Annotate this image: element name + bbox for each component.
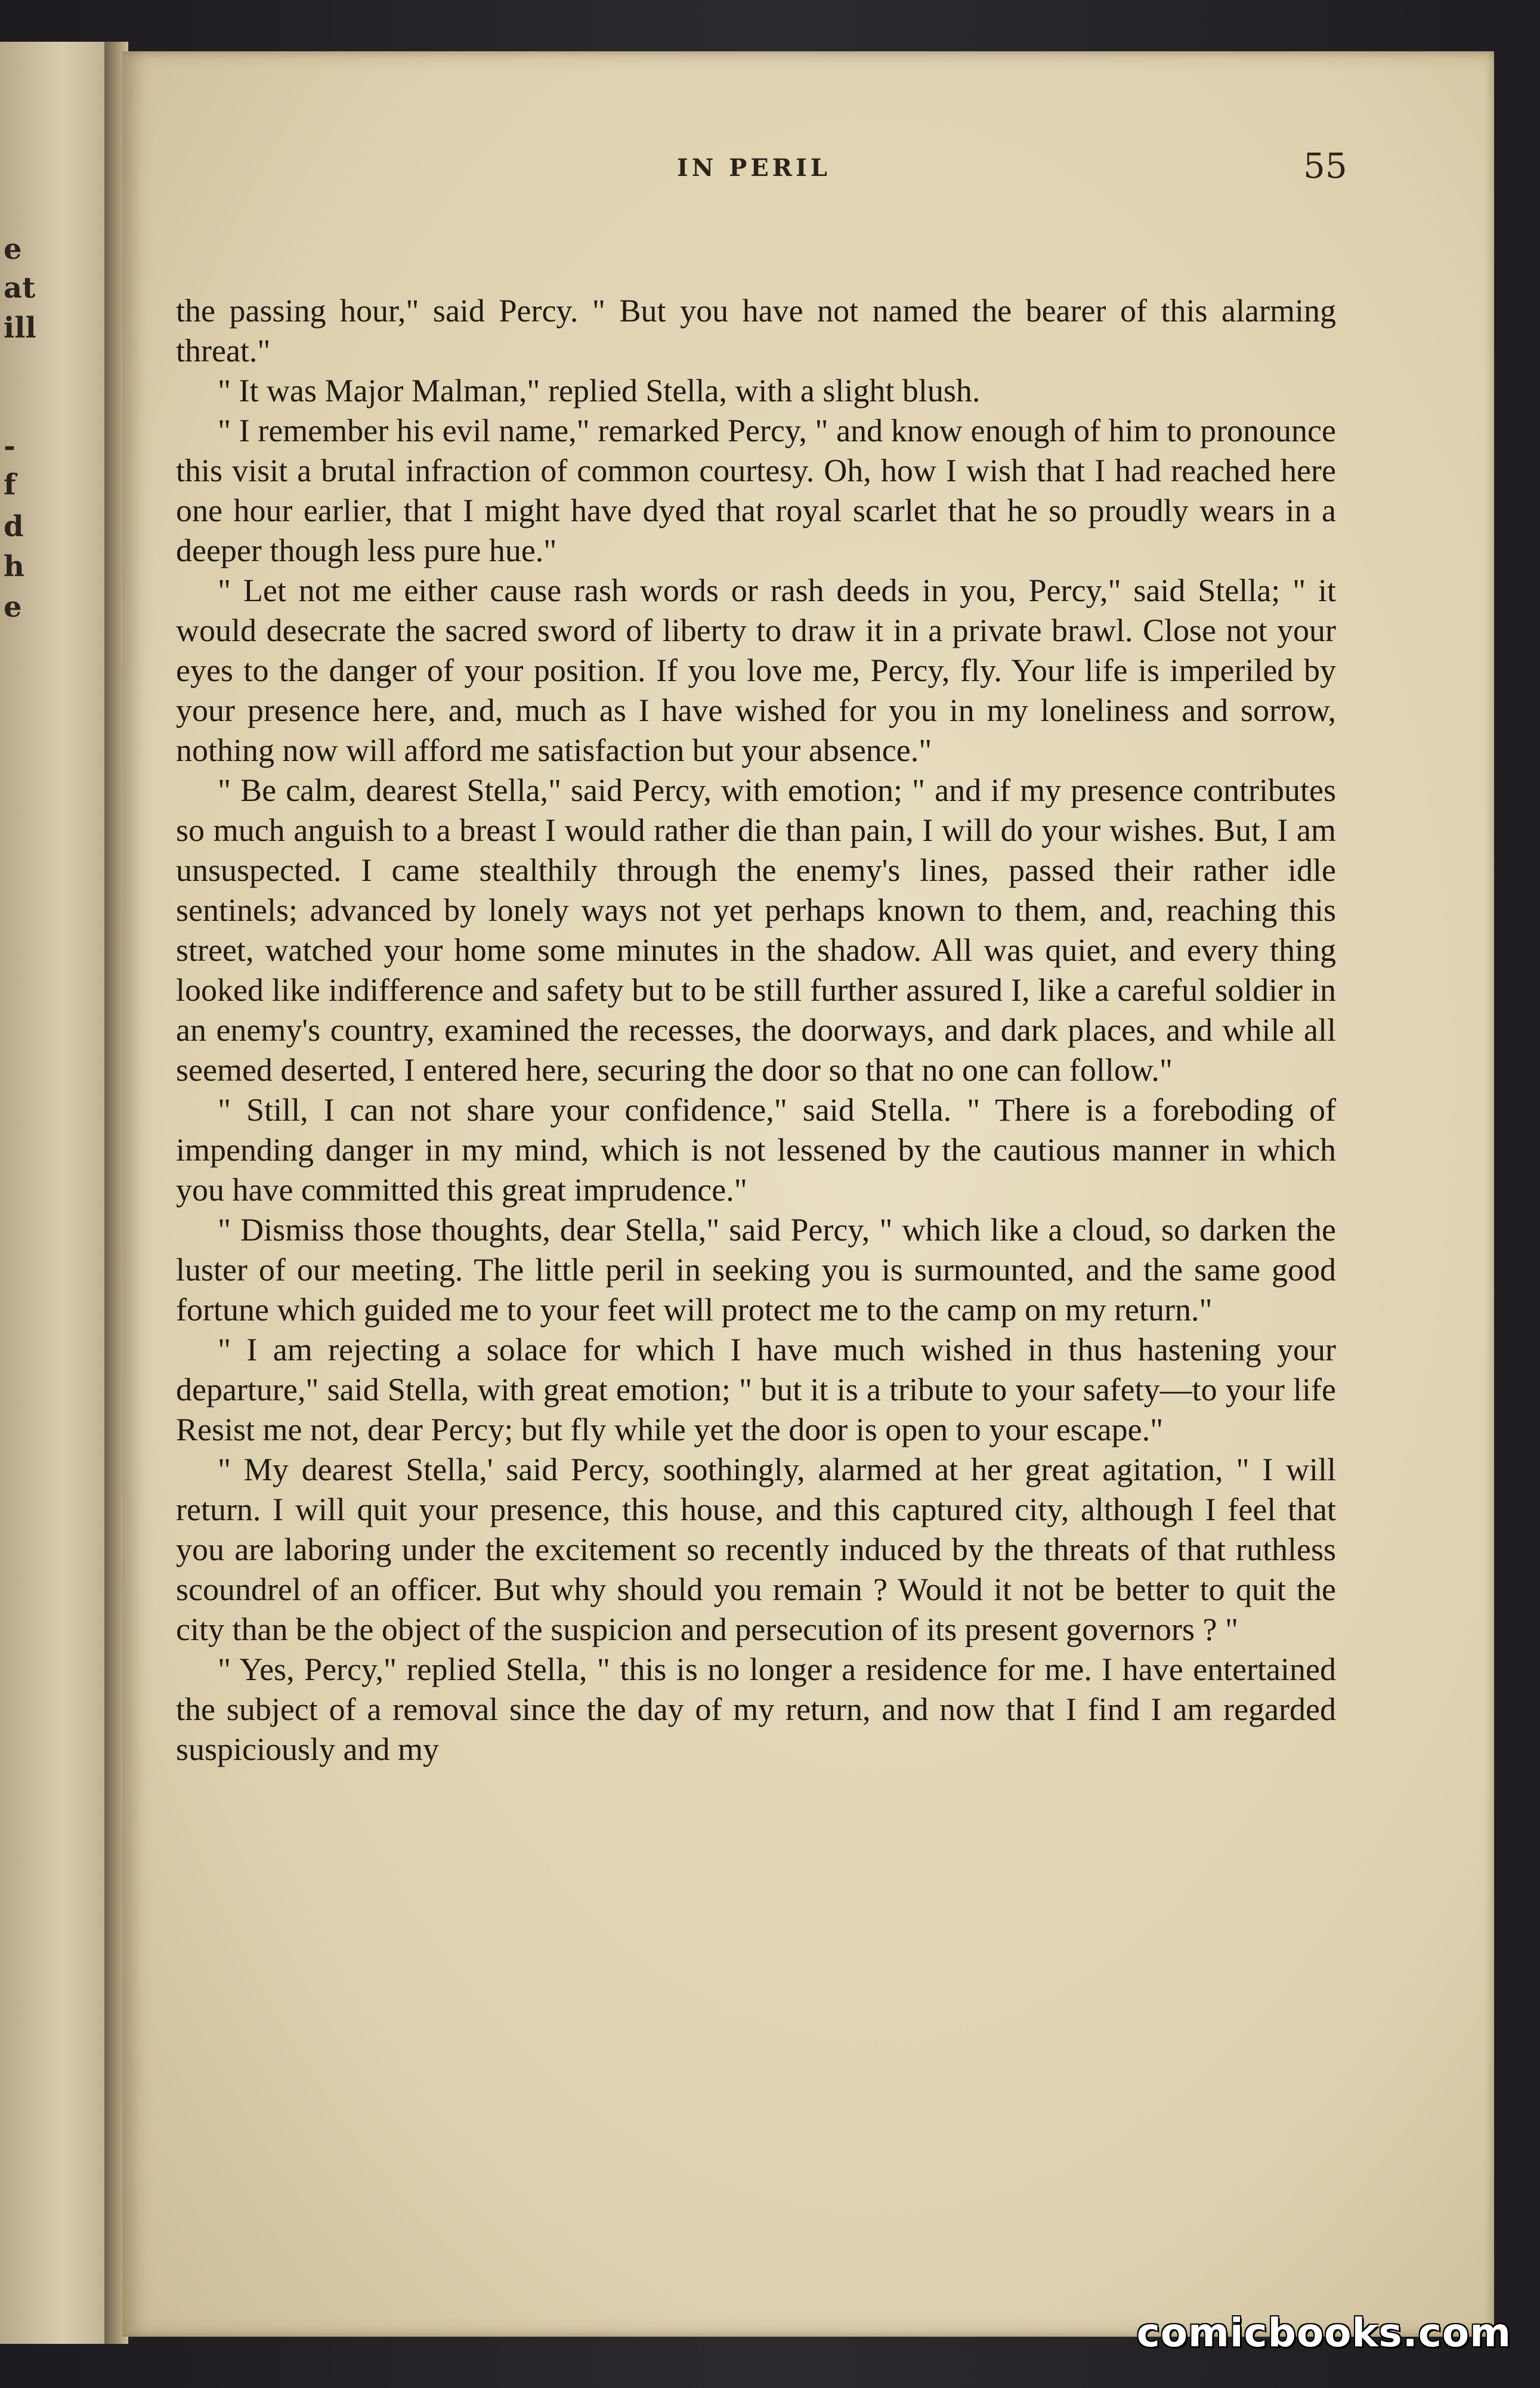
paragraph: the passing hour," said Percy. " But you have not named the bearer of this alarming threat.": [176, 293, 1336, 369]
left-page-fragment: e: [4, 233, 22, 266]
running-head: IN PERIL: [677, 154, 831, 182]
paragraph: " Yes, Percy," replied Stella, " this is no longer a residence for me. I have entertained the subject of a removal since the day of my return, and now that I find I am regarded suspiciously and my: [176, 1651, 1336, 1767]
paragraph: " My dearest Stella,' said Percy, soothingly, alarmed at her great agitation, " I will return. I will quit your presence, this house, and this captured city, although I feel that you are laboring under the excitement so recently induced by the threats of that ruthless scoundrel of an officer. But why should you remain ? Would it not be better to quit the city than be the object of the suspicion and persecution of its present governors ? ": [176, 1452, 1336, 1647]
left-page-fragment: f: [4, 468, 16, 502]
left-page-fragment: at: [4, 271, 36, 305]
page-number: 55: [1303, 146, 1347, 186]
paragraph: " Be calm, dearest Stella," said Percy, with emotion; " and if my presence contributes so much anguish to a breast I would rather die than pain, I will do your wishes. But, I am unsuspected. I came stealthily through the enemy's lines, passed their rather idle sentinels; advanced by lonely ways not yet perhaps known to them, and, reaching this street, watched your home some minutes in the shadow. All was quiet, and every thing looked like indifference and safety but to be still further assured I, like a careful soldier in an enemy's country, examined the recesses, the doorways, and dark places, and while all seemed deserted, I entered here, securing the door so that no one can follow.": [176, 772, 1336, 1088]
left-page-edge: [0, 42, 107, 2344]
page-header: [122, 146, 1494, 202]
paragraph: " It was Major Malman," replied Stella, with a slight blush.: [218, 373, 981, 409]
paragraph: " Dismiss those thoughts, dear Stella," said Percy, " which like a cloud, so darken the luster of our meeting. The little peril in seeking you is surmounted, and the same good fortune which guided me to your feet will protect me to the camp on my return.": [176, 1212, 1336, 1328]
paragraph: " Still, I can not share your confidence," said Stella. " There is a foreboding of impending danger in my mind, which is not lessened by the cautious manner in which you have committed this great imprudence.": [176, 1092, 1336, 1208]
book-page: [122, 51, 1494, 2337]
paragraph: " I remember his evil name," remarked Percy, " and know enough of him to pronounce this visit a brutal infraction of common courtesy. Oh, how I wish that I had reached here one hour earlier, that I might have dyed that royal scarlet that he so proudly wears in a deeper though less pure hue.": [176, 413, 1336, 568]
paragraph: " I am rejecting a solace for which I have much wished in thus hastening your departure," said Stella, with great emotion; " but it is a tribute to your safety—to your life Resist me not, dear Percy; but fly while yet the door is open to your escape.": [176, 1332, 1336, 1447]
left-page-fragment: -: [4, 429, 16, 463]
site-watermark: comicbooks.com: [1136, 2310, 1511, 2356]
page-body: [176, 291, 1336, 1770]
left-page-fragment: e: [4, 590, 22, 624]
left-page-fragment: d: [4, 510, 24, 543]
left-page-fragment: ill: [4, 311, 36, 345]
left-page-fragment: h: [4, 550, 24, 583]
paragraph: " Let not me either cause rash words or rash deeds in you, Percy," said Stella; " it would desecrate the sacred sword of liberty to draw it in a private brawl. Close not your eyes to the danger of your position. If you love me, Percy, fly. Your life is imperiled by your presence here, and, much as I have wished for you in my loneliness and sorrow, nothing now will afford me satisfaction but your absence.": [176, 573, 1336, 768]
